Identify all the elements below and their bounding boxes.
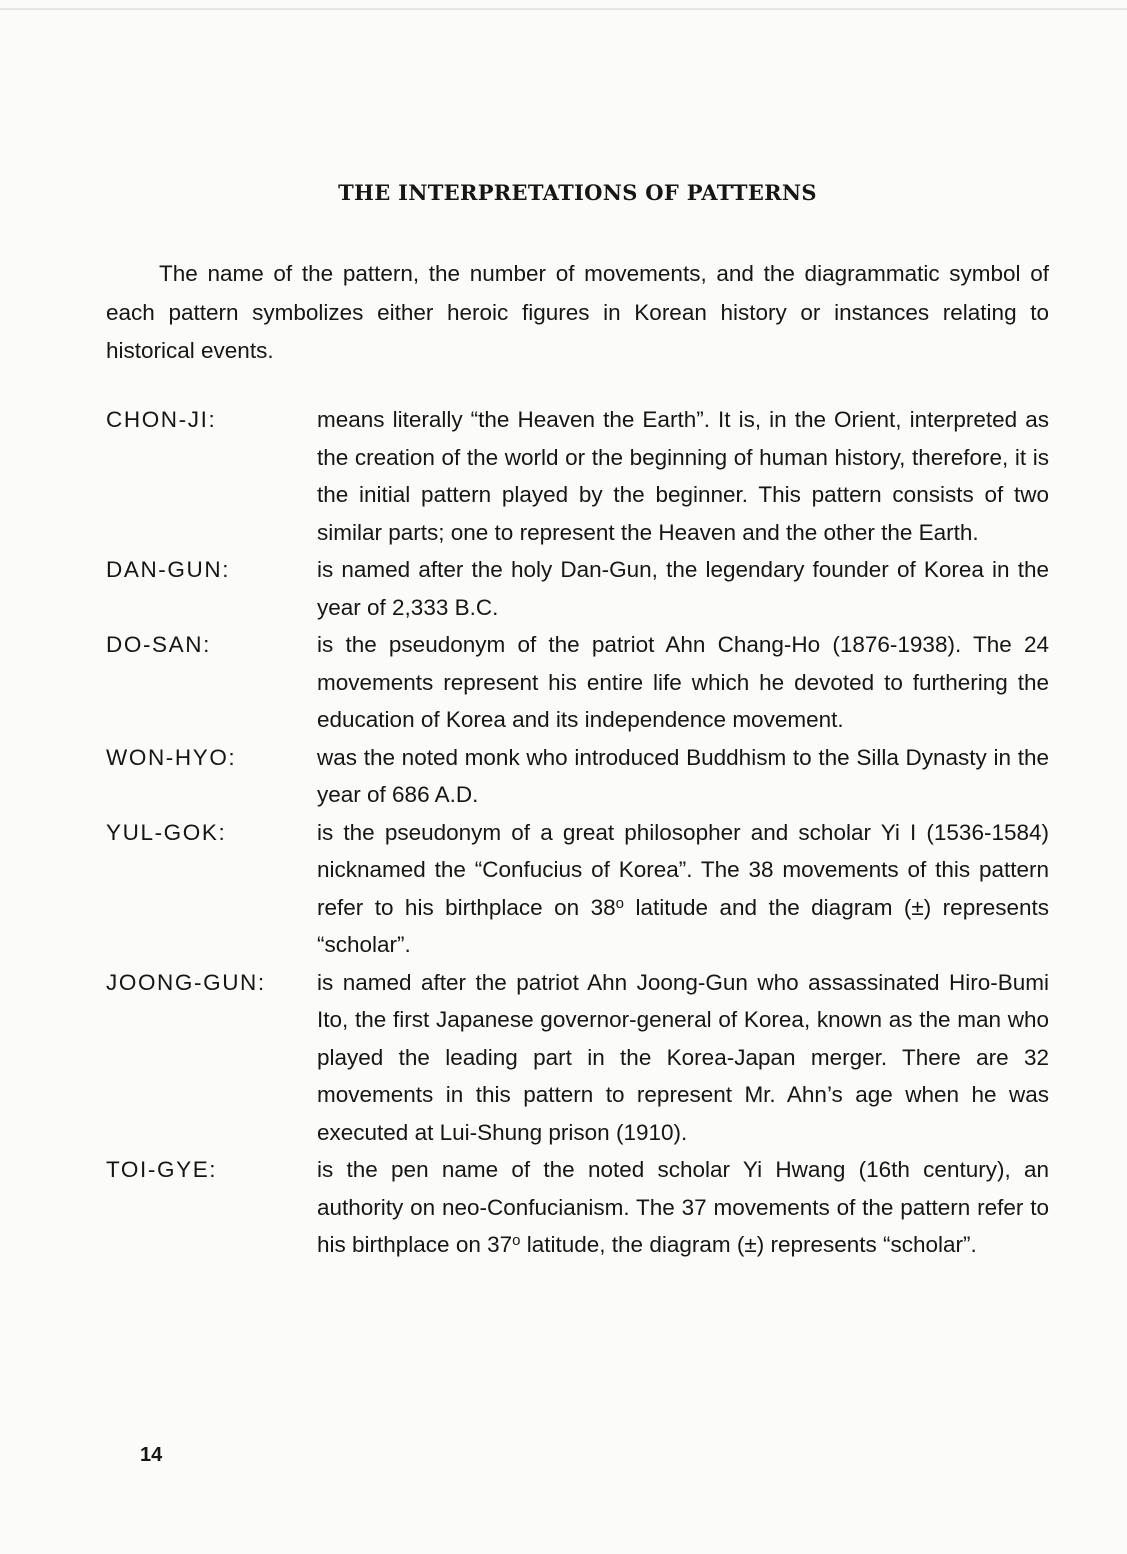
intro-paragraph: The name of the pattern, the number of movements, and the diagrammatic symbol of each pattern symbolizes either heroic figures in Korean history or instances relating to historical events. [106,261,1049,363]
pattern-entry-yul-gok [106,814,1049,964]
pattern-term: DO-SAN: [106,632,211,657]
page-number: 14 [140,1444,163,1466]
pattern-term: WON-HYO: [106,744,237,770]
page-top-edge [0,8,1127,10]
pattern-term: YUL-GOK: [106,819,227,845]
pattern-definition [317,814,1049,964]
pattern-entry-do-san [106,626,1049,739]
pattern-term: CHON-JI: [106,407,217,432]
pattern-definition: is the pseudonym of the patriot Ahn Chang-Ho (1876-1938). The 24 movements represent his entire life which he devoted to furthering the education of Korea and its independence movement. [317,632,1049,732]
pattern-term: TOI-GYE: [106,1157,218,1182]
definition-text: is the pen name of the noted scholar Yi Hwang (16th century), an authority on neo-Confucianism. The 37 movements of the pattern refer to his birthplace on 37 [317,1157,1049,1257]
definition-text: latitude, the diagram (±) represents “scholar”. [520,1232,977,1257]
pattern-definition: is named after the patriot Ahn Joong-Gun who assassinated Hiro-Bumi Ito, the first Japanese governor-general of Korea, known as the man who played the leading part in the Korea-Japan merger. There are 32 movements in this pattern to represent Mr. Ahn’s age when he was executed at Lui-Shung prison (1910). [317,969,1049,1145]
pattern-definition: means literally “the Heaven the Earth”. It is, in the Orient, interpreted as the creation of the world or the beginning of human history, therefore, it is the initial pattern played by the beginner. This pattern consists of two similar parts; one to represent the Heaven and the other the Earth. [317,407,1049,545]
pattern-entry-chon-ji [106,401,1049,551]
definition-text: latitude and the diagram (±) represents “scholar”. [317,894,1049,957]
pattern-entry-joong-gun [106,964,1049,1152]
pattern-term: DAN-GUN: [106,557,231,582]
pattern-term: JOONG-GUN: [106,969,266,995]
pattern-entry-toi-gye [106,1151,1049,1264]
pattern-entry-dan-gun [106,551,1049,626]
pattern-list [106,401,1049,1264]
pattern-definition [317,1151,1049,1264]
degree-mark: o [615,894,624,912]
pattern-entry-won-hyo [106,739,1049,814]
page-title: THE INTERPRETATIONS OF PATTERNS [338,180,817,205]
degree-mark: o [512,1232,521,1249]
pattern-definition: is named after the holy Dan-Gun, the legendary founder of Korea in the year of 2,333 B.C. [317,557,1049,620]
pattern-definition: was the noted monk who introduced Buddhism to the Silla Dynasty in the year of 686 A.D. [317,744,1049,807]
definition-text: is the pseudonym of a great philosopher and scholar Yi I (1536-1584) nicknamed the “Confucius of Korea”. The 38 movements of this pattern refer to his birthplace on 38 [317,819,1049,920]
